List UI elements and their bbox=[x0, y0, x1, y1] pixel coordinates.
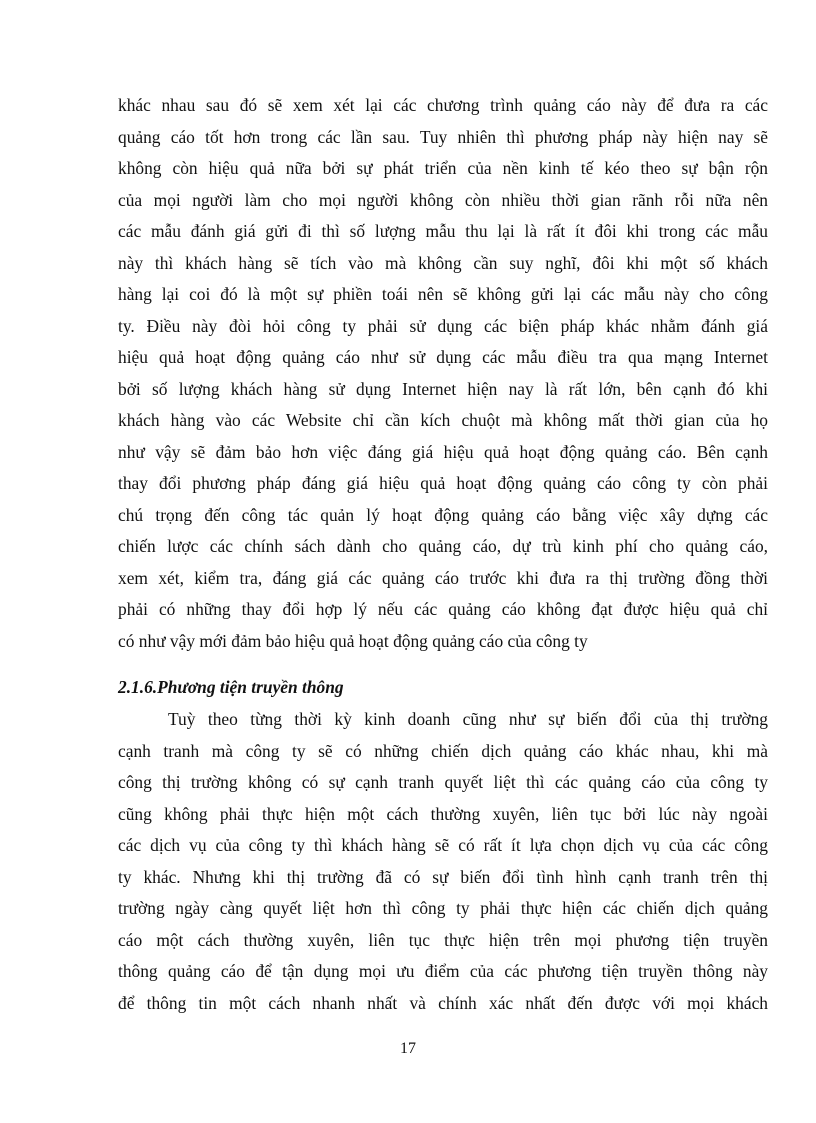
text-line: này thì khách hàng sẽ tích vào mà không cần suy nghĩ, đôi khi một số khách bbox=[118, 252, 768, 273]
text-line: chú trọng đến công tác quản lý hoạt động quảng cáo bằng việc xây dựng các bbox=[118, 504, 768, 525]
text-line: có như vậy mới đảm bảo hiệu quả hoạt động quảng cáo của công ty bbox=[118, 630, 588, 651]
section-heading: 2.1.6.Phương tiện truyền thông bbox=[118, 677, 344, 697]
text-line: cũng không phải thực hiện một cách thường xuyên, liên tục bởi lúc này ngoài bbox=[118, 803, 768, 824]
text-line: cạnh tranh mà công ty sẽ có những chiến dịch quảng cáo khác nhau, khi mà bbox=[118, 740, 768, 761]
text-line: ty khác. Nhưng khi thị trường đã có sự biến đổi tình hình cạnh tranh trên thị bbox=[118, 866, 768, 887]
text-line: thay đổi phương pháp đáng giá hiệu quả hoạt động quảng cáo công ty còn phải bbox=[118, 473, 768, 493]
text-line: quảng cáo tốt hơn trong các lần sau. Tuy nhiên thì phương pháp này hiện nay sẽ bbox=[118, 126, 768, 147]
text-line: xem xét, kiểm tra, đáng giá các quảng cáo trước khi đưa ra thị trường đồng thời bbox=[118, 567, 768, 588]
text-line: chiến lược các chính sách dành cho quảng cáo, dự trù kinh phí cho quảng cáo, bbox=[118, 536, 768, 556]
text-line: thông quảng cáo để tận dụng mọi ưu điểm của các phương tiện truyền thông này bbox=[118, 961, 768, 981]
text-line: các mẫu đánh giá gửi đi thì số lượng mẫu thu lại là rất ít đôi khi trong các mẫu bbox=[118, 221, 768, 241]
text-line: để thông tin một cách nhanh nhất và chính xác nhất đến được với mọi khách bbox=[118, 992, 768, 1013]
text-line: trường ngày càng quyết liệt hơn thì công ty phải thực hiện các chiến dịch quảng bbox=[118, 898, 768, 918]
text-line: các dịch vụ của công ty thì khách hàng sẽ có rất ít lựa chọn dịch vụ của các công bbox=[118, 835, 768, 855]
page-number: 17 bbox=[400, 1040, 416, 1057]
text-line: như vậy sẽ đảm bảo hơn việc đáng giá hiệu quả hoạt động quảng cáo. Bên cạnh bbox=[118, 441, 768, 462]
text-line: của mọi người làm cho mọi người không còn nhiều thời gian rãnh rỗi nữa nên bbox=[118, 189, 768, 210]
body-paragraph-1 bbox=[118, 90, 768, 657]
text-line: cáo một cách thường xuyên, liên tục thực hiện trên mọi phương tiện truyền bbox=[118, 929, 768, 950]
text-line: ty. Điều này đòi hỏi công ty phải sử dụng các biện pháp khác nhằm đánh giá bbox=[118, 315, 768, 336]
text-line: bởi số lượng khách hàng sử dụng Internet hiện nay là rất lớn, bên cạnh đó khi bbox=[118, 378, 768, 399]
text-line: hiệu quả hoạt động quảng cáo như sử dụng các mẫu điều tra qua mạng Internet bbox=[118, 347, 768, 367]
text-line: khách hàng vào các Website chỉ cần kích chuột mà không mất thời gian của họ bbox=[118, 410, 768, 430]
text-line: không còn hiệu quả nữa bởi sự phát triển của nền kinh tế kéo theo sự bận rộn bbox=[118, 158, 768, 178]
text-line: công thị trường không có sự cạnh tranh quyết liệt thì các quảng cáo của công ty bbox=[118, 772, 768, 792]
text-line: Tuỳ theo từng thời kỳ kinh doanh cũng như sự biến đổi của thị trường bbox=[168, 709, 768, 729]
text-line: phải có những thay đổi hợp lý nếu các quảng cáo không đạt được hiệu quả chỉ bbox=[118, 599, 768, 619]
text-line: hàng lại coi đó là một sự phiền toái nên sẽ không gửi lại các mẫu này cho công bbox=[118, 284, 768, 304]
text-line: khác nhau sau đó sẽ xem xét lại các chương trình quảng cáo này để đưa ra các bbox=[118, 95, 768, 115]
body-paragraph-2 bbox=[118, 704, 768, 1019]
